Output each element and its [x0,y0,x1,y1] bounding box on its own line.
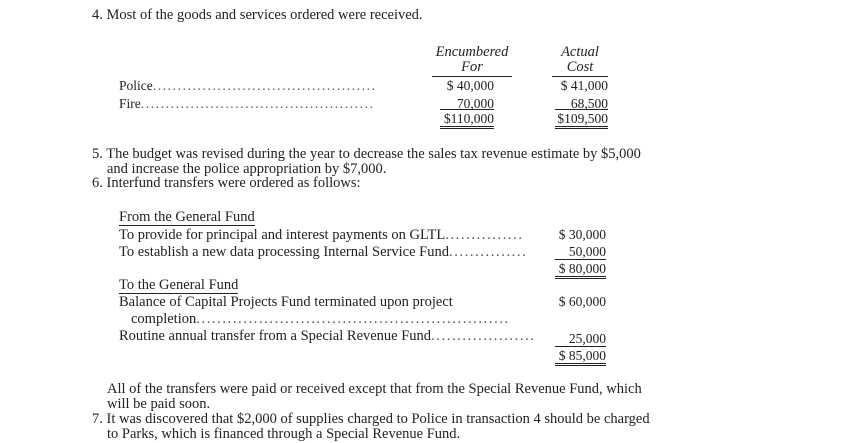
police-encumbered: $ 40,000 [446,78,494,93]
to-row1-label-line2: completion [131,311,197,327]
to-row2 [119,328,539,344]
encumbered-header-line2: For [432,59,512,77]
from-row2-label: To establish a new data processing Internal Service Fund [119,244,449,260]
fire-actual: 68,500 [570,96,608,111]
fire-label: Fire [119,96,141,111]
to-row1-value: $ 60,000 [558,294,606,309]
transfers-paragraph-line2: will be paid soon. [107,396,211,412]
item-5-line2: and increase the police appropriation by $7,000. [107,161,387,177]
to-row2-label: Routine annual transfer from a Special Revenue Fund [119,328,432,344]
encumbered-header-line1: Encumbered [435,44,509,60]
item-7-line1: 7. It was discovered that $2,000 of supplies charged to Police in transaction 4 should be charged [92,411,650,427]
from-row2-value: 50,000 [568,244,606,259]
to-general-fund-header: To the General Fund [119,277,239,293]
item-6-text: 6. Interfund transfers were ordered as follows: [92,175,361,191]
item-7-line2: to Parks, which is financed through a Special Revenue Fund. [107,426,461,442]
to-row2-leader-dots: .................... [431,328,536,344]
to-row1-line2 [131,311,526,327]
to-row1-label-line1: Balance of Capital Projects Fund terminated upon project [119,294,453,310]
to-row2-value: 25,000 [568,331,606,346]
from-row1-label: To provide for principal and interest payments on GLTL [119,227,446,243]
fire-encumbered: 70,000 [456,96,494,111]
to-total: $ 85,000 [555,346,606,366]
actual-header-line1: Actual [561,44,599,60]
fire-row-label [119,96,403,111]
police-actual: $ 41,000 [560,78,608,93]
from-row2-leader-dots: ............... [448,244,528,260]
transfers-paragraph-line1: All of the transfers were paid or received except that from the Special Revenue Fund, which [107,381,642,397]
from-total: $ 80,000 [555,259,606,279]
police-leader-dots: ............................................. [152,78,377,93]
item-5-line1: 5. The budget was revised during the year to decrease the sales tax revenue estimate by $5,000 [92,146,641,162]
from-general-fund-header: From the General Fund [119,209,255,225]
fire-leader-dots: ............................................... [140,96,375,111]
police-row-label [119,78,403,93]
from-row2 [119,244,534,260]
total-actual: $109,500 [555,109,608,129]
to-row1-leader-dots: ............................................................ [196,311,510,327]
from-row1 [119,227,527,243]
police-label: Police [119,78,153,93]
total-encumbered: $110,000 [440,109,494,129]
item-4-text: 4. Most of the goods and services ordered were received. [92,7,423,23]
actual-header-line2: Cost [552,59,608,77]
from-row1-value: $ 30,000 [558,227,606,242]
from-row1-leader-dots: ............... [445,227,524,243]
